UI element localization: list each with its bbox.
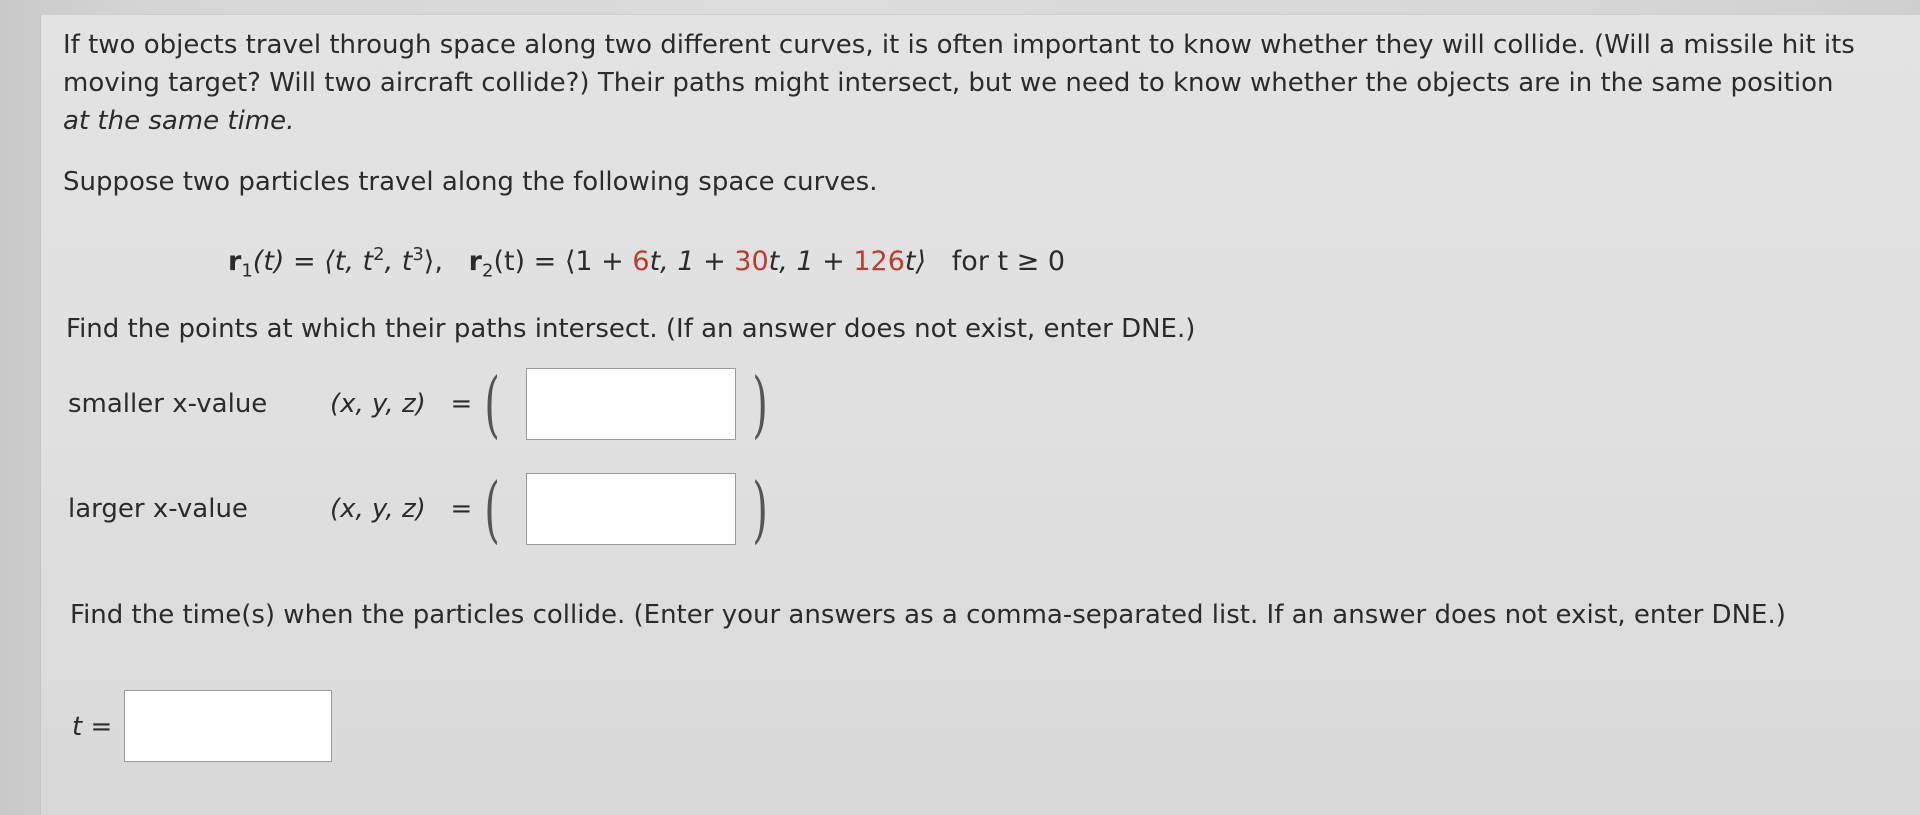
xyz-label-1	[330, 385, 472, 423]
time-condition: for t ≥ 0	[951, 246, 1066, 277]
r2-term-z: t⟩	[904, 246, 927, 277]
xyz-text-2: (x, y, z)	[330, 494, 426, 524]
r2-term-y: t, 1 +	[768, 246, 854, 277]
r1-subscript: 1	[241, 260, 253, 282]
coefficient-x: 6	[632, 246, 650, 277]
t-label: t =	[72, 712, 113, 742]
smaller-x-label: smaller x-value	[68, 389, 268, 419]
coefficient-z: 126	[853, 246, 905, 277]
r2-subscript: 2	[481, 260, 494, 282]
suppose-text: Suppose two particles travel along the following space curves.	[63, 167, 878, 197]
coefficient-y: 30	[734, 246, 769, 277]
r1-end: ⟩,	[423, 246, 443, 277]
r1-mid: , t	[384, 246, 413, 277]
smaller-point-input[interactable]	[526, 368, 736, 440]
xyz-text-1: (x, y, z)	[330, 389, 426, 419]
intro-paragraph	[63, 26, 1863, 140]
collision-question: Find the time(s) when the particles collide. (Enter your answers as a comma-separated list. If an answer does not exist, enter DNE.)	[70, 600, 1786, 630]
right-paren-2: )	[752, 467, 768, 551]
equals-sign-1: =	[450, 389, 473, 419]
left-paren-2: (	[484, 467, 500, 551]
r2-symbol: r	[468, 246, 482, 277]
intersection-question: Find the points at which their paths intersect. (If an answer does not exist, enter DNE.)	[66, 314, 1196, 344]
larger-point-input[interactable]	[526, 473, 736, 545]
curve-equations	[228, 236, 1065, 290]
intro-emphasis: at the same time.	[63, 106, 295, 136]
r1-symbol: r	[228, 246, 242, 277]
r1-exponent-2: 2	[373, 244, 385, 265]
xyz-label-2	[330, 490, 472, 528]
intro-text: If two objects travel through space along two different curves, it is often important to know whether they will collide. (Will a missile hit its moving target? Will two aircraft collide?) Their paths might intersect, but we need to know whether the objects are in the same position	[63, 30, 1855, 98]
time-input[interactable]	[124, 690, 332, 762]
r1-body: (t) = ⟨t, t	[252, 246, 374, 277]
r2-open: (t) = ⟨1 +	[493, 246, 633, 277]
right-paren-1: )	[752, 362, 768, 446]
r2-term-x: t, 1 +	[649, 246, 735, 277]
larger-x-label: larger x-value	[68, 494, 248, 524]
equals-sign-2: =	[450, 494, 473, 524]
r1-exponent-3: 3	[412, 244, 424, 265]
left-paren-1: (	[484, 362, 500, 446]
